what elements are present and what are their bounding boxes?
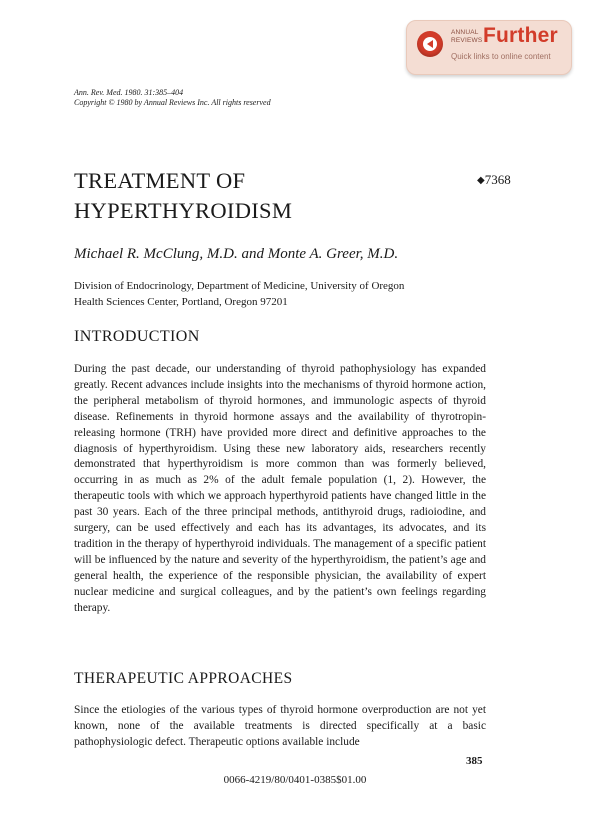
badge-line1: ANNUAL — [451, 29, 479, 36]
affiliation-line-1: Division of Endocrinology, Department of Medicine, University of Oregon — [74, 280, 405, 292]
introduction-paragraph: During the past decade, our understanding of thyroid pathophysiology has expanded greatly. Recent advances include insights into the mechanisms of thyroid hormone action, the peripheral metabolism of thyroid hormones, and immunologic aspects of thyroid disease. Refinements in thyroid hormone assays and the availability of thyrotropin-releasing hormone (TRH) have provided more direct and definitive approaches to the diagnosis of hyperthyroidism. Using these new laboratory aids, researchers recently demonstrated that hyperthyroidism is more common than was formerly believed, occurring in as much as 2% of the adult female population (1, 2). However, the therapeutic tools with which we approach hyperthyroid patients have changed little in the past 30 years. Each of the three principal methods, antithyroid drugs, radioiodine, and surgery, can be used effectively and each has its advantages, its advocates, and its tradition in the therapy of hyperthyroid individuals. The management of a specific patient will be influenced by the nature and severity of the hyperthyroidism, the patient’s age and general health, the experience of the responsible physician, the availability of expert nuclear medicine and surgical colleagues, and by the patient’s own feelings regarding therapy. — [74, 363, 486, 614]
annual-reviews-further-badge[interactable] — [406, 20, 572, 75]
authors: Michael R. McClung, M.D. and Monte A. Greer, M.D. — [74, 246, 399, 262]
badge-publisher — [451, 29, 482, 44]
citation — [74, 88, 271, 108]
diamond-icon: ◆ — [477, 175, 485, 186]
article-code-number: 7368 — [484, 172, 511, 187]
title-line-2: HYPERTHYROIDISM — [74, 198, 293, 223]
article-code — [477, 172, 511, 188]
introduction-body — [74, 362, 486, 617]
badge-subtitle: Quick links to online content — [451, 52, 551, 61]
footer-code: 0066-4219/80/0401-0385$01.00 — [223, 774, 367, 786]
introduction-heading: INTRODUCTION — [74, 328, 200, 345]
article-title — [74, 166, 292, 226]
page-number: 385 — [466, 755, 483, 767]
affiliation-line-2: Health Sciences Center, Portland, Oregon 97201 — [74, 296, 288, 308]
badge-brand: Further — [483, 24, 558, 47]
title-line-1: TREATMENT OF — [74, 168, 246, 193]
therapeutic-approaches-heading: THERAPEUTIC APPROACHES — [74, 670, 293, 687]
play-arrow-icon — [417, 31, 443, 57]
affiliation — [74, 278, 404, 310]
badge-line2: REVIEWS — [451, 36, 483, 44]
therapeutic-paragraph: Since the etiologies of the various types of thyroid hormone overproduction are not yet known, none of the available treatments is directed specifically at a basic pathophysiologic defect. Therapeutic options available include — [74, 704, 486, 748]
therapeutic-body — [74, 703, 486, 751]
copyright-line: Copyright © 1980 by Annual Reviews Inc. All rights reserved — [74, 98, 271, 107]
journal-line: Ann. Rev. Med. 1980. 31:385–404 — [74, 88, 184, 97]
